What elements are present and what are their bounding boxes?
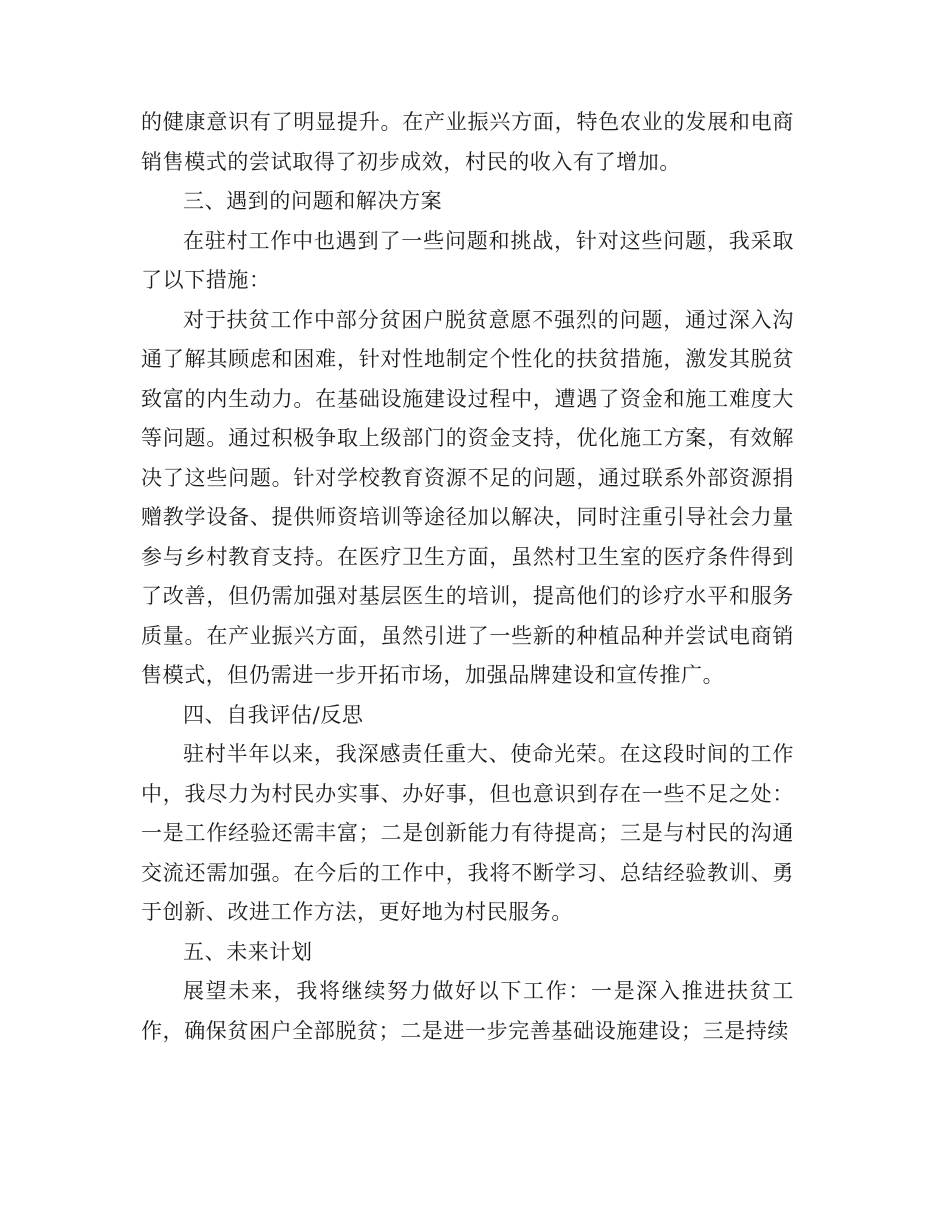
paragraph-self-evaluation: 驻村半年以来，我深感责任重大、使命光荣。在这段时间的工作中，我尽力为村民办实事、办好事，但也意识到存在一些不足之处：一是工作经验还需丰富；二是创新能力有待提高；三是与村民的沟通交流还需加强。在今后的工作中，我将不断学习、总结经验教训、勇于创新、改进工作方法，更好地为村民服务。 xyxy=(141,742,794,924)
paragraph-future-plan: 展望未来，我将继续努力做好以下工作：一是深入推进扶贫工作，确保贫困户全部脱贫；二是进一步完善基础设施建设；三是持续 xyxy=(141,979,794,1043)
section-heading-self-evaluation: 四、自我评估/反思 xyxy=(183,702,364,727)
paragraph-problems-intro: 在驻村工作中也遇到了一些问题和挑战，针对这些问题，我采取了以下措施： xyxy=(141,228,794,292)
paragraph-continuation: 的健康意识有了明显提升。在产业振兴方面，特色农业的发展和电商销售模式的尝试取得了初步成效，村民的收入有了增加。 xyxy=(141,110,794,174)
paragraph-problems-measures: 对于扶贫工作中部分贫困户脱贫意愿不强烈的问题，通过深入沟通了解其顾虑和困难，针对性地制定个性化的扶贫措施，激发其脱贫致富的内生动力。在基础设施建设过程中，遭遇了资金和施工难度大等问题。通过积极争取上级部门的资金支持，优化施工方案，有效解决了这些问题。针对学校教育资源不足的问题，通过联系外部资源捐赠教学设备、提供师资培训等途径加以解决，同时注重引导社会力量参与乡村教育支持。在医疗卫生方面，虽然村卫生室的医疗条件得到了改善，但仍需加强对基层医生的培训，提高他们的诊疗水平和服务质量。在产业振兴方面，虽然引进了一些新的种植品种并尝试电商销售模式，但仍需进一步开拓市场，加强品牌建设和宣传推广。 xyxy=(141,307,794,687)
document-body xyxy=(141,103,794,1051)
section-heading-problems: 三、遇到的问题和解决方案 xyxy=(183,189,443,213)
section-heading-future-plan: 五、未来计划 xyxy=(183,939,313,964)
